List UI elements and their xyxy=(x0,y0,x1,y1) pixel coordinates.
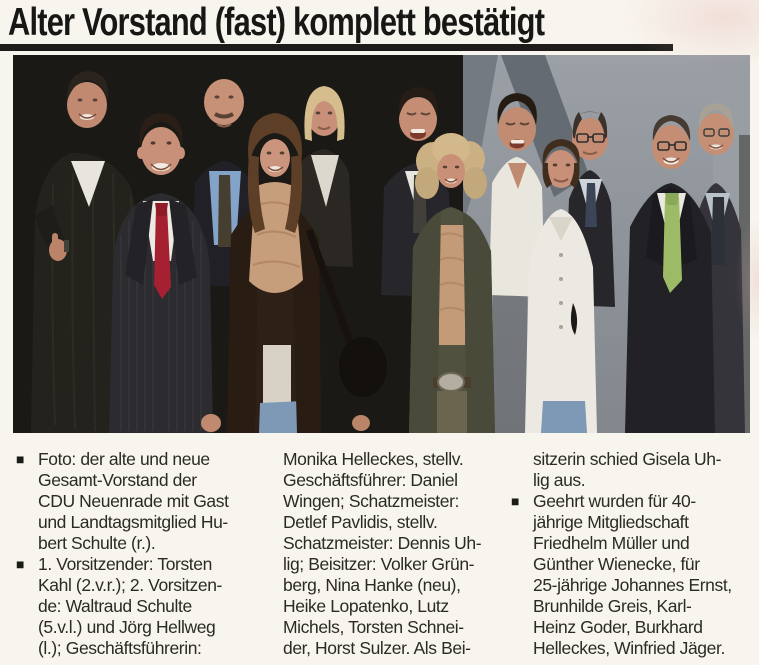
caption-line xyxy=(511,638,757,659)
caption-text: 1. Vorsitzender: Torsten xyxy=(38,554,212,574)
caption-line xyxy=(283,512,511,533)
caption-line xyxy=(16,512,283,533)
caption-line xyxy=(511,449,757,470)
caption-line xyxy=(283,554,511,575)
caption-text: bert Schulte (r.). xyxy=(38,533,156,553)
caption-line xyxy=(16,491,283,512)
caption-line xyxy=(16,449,283,470)
caption-line xyxy=(16,617,283,638)
caption-line xyxy=(283,533,511,554)
caption-column-1 xyxy=(16,449,283,659)
caption-line xyxy=(511,575,757,596)
headline-rule xyxy=(0,44,673,51)
caption-line xyxy=(511,596,757,617)
bullet-icon: ■ xyxy=(511,493,520,509)
caption-text: Heike Lopatenko, Lutz xyxy=(283,596,449,616)
caption-text: jährige Mitgliedschaft xyxy=(533,512,689,532)
caption-text: Geschäftsführer: Daniel xyxy=(283,470,458,490)
caption-line xyxy=(283,575,511,596)
caption-line xyxy=(511,470,757,491)
photo-illustration xyxy=(13,55,750,433)
caption-text: der, Horst Sulzer. Als Bei- xyxy=(283,638,471,658)
caption-text: und Landtagsmitglied Hu- xyxy=(38,512,228,532)
caption-line xyxy=(511,617,757,638)
caption-line xyxy=(511,512,757,533)
caption-text: lig; Beisitzer: Volker Grün- xyxy=(283,554,475,574)
caption-text: Friedhelm Müller und xyxy=(533,533,690,553)
photo-caption xyxy=(16,449,757,659)
caption-text: Schatzmeister: Dennis Uh- xyxy=(283,533,482,553)
caption-column-3 xyxy=(511,449,757,659)
caption-line xyxy=(511,491,757,512)
caption-text: Brunhilde Greis, Karl- xyxy=(533,596,692,616)
caption-text: Helleckes, Winfried Jäger. xyxy=(533,638,725,658)
group-photo xyxy=(13,55,750,433)
caption-text: Monika Helleckes, stellv. xyxy=(283,449,464,469)
caption-line xyxy=(283,470,511,491)
caption-line xyxy=(16,554,283,575)
caption-line xyxy=(511,554,757,575)
caption-line xyxy=(283,596,511,617)
caption-text: Wingen; Schatzmeister: xyxy=(283,491,459,511)
caption-text: (5.v.l.) und Jörg Hellweg xyxy=(38,617,216,637)
caption-line xyxy=(16,638,283,659)
caption-text: Geehrt wurden für 40- xyxy=(533,491,696,511)
caption-text: 25-jährige Johannes Ernst, xyxy=(533,575,732,595)
headline: Alter Vorstand (fast) komplett bestätigt xyxy=(8,1,545,44)
caption-text: Foto: der alte und neue xyxy=(38,449,210,469)
caption-text: lig aus. xyxy=(533,470,586,490)
caption-line xyxy=(16,575,283,596)
caption-text: de: Waltraud Schulte xyxy=(38,596,192,616)
caption-text: Kahl (2.v.r.); 2. Vorsitzen- xyxy=(38,575,222,595)
caption-line xyxy=(16,470,283,491)
caption-line xyxy=(283,491,511,512)
caption-text: Heinz Goder, Burkhard xyxy=(533,617,703,637)
bullet-icon: ■ xyxy=(16,556,25,572)
caption-text: sitzerin schied Gisela Uh- xyxy=(533,449,722,469)
caption-line xyxy=(16,596,283,617)
caption-text: Gesamt-Vorstand der xyxy=(38,470,197,490)
caption-text: CDU Neuenrade mit Gast xyxy=(38,491,229,511)
caption-line xyxy=(283,638,511,659)
caption-text: (l.); Geschäftsführerin: xyxy=(38,638,202,658)
caption-text: Detlef Pavlidis, stellv. xyxy=(283,512,438,532)
person-curly-blonde xyxy=(409,133,495,433)
caption-line xyxy=(283,449,511,470)
caption-column-2 xyxy=(283,449,511,659)
caption-text: berg, Nina Hanke (neu), xyxy=(283,575,461,595)
caption-text: Michels, Torsten Schnei- xyxy=(283,617,464,637)
caption-line xyxy=(511,533,757,554)
caption-line xyxy=(283,617,511,638)
caption-line xyxy=(16,533,283,554)
bullet-icon: ■ xyxy=(16,451,25,467)
caption-text: Günther Wienecke, für xyxy=(533,554,700,574)
